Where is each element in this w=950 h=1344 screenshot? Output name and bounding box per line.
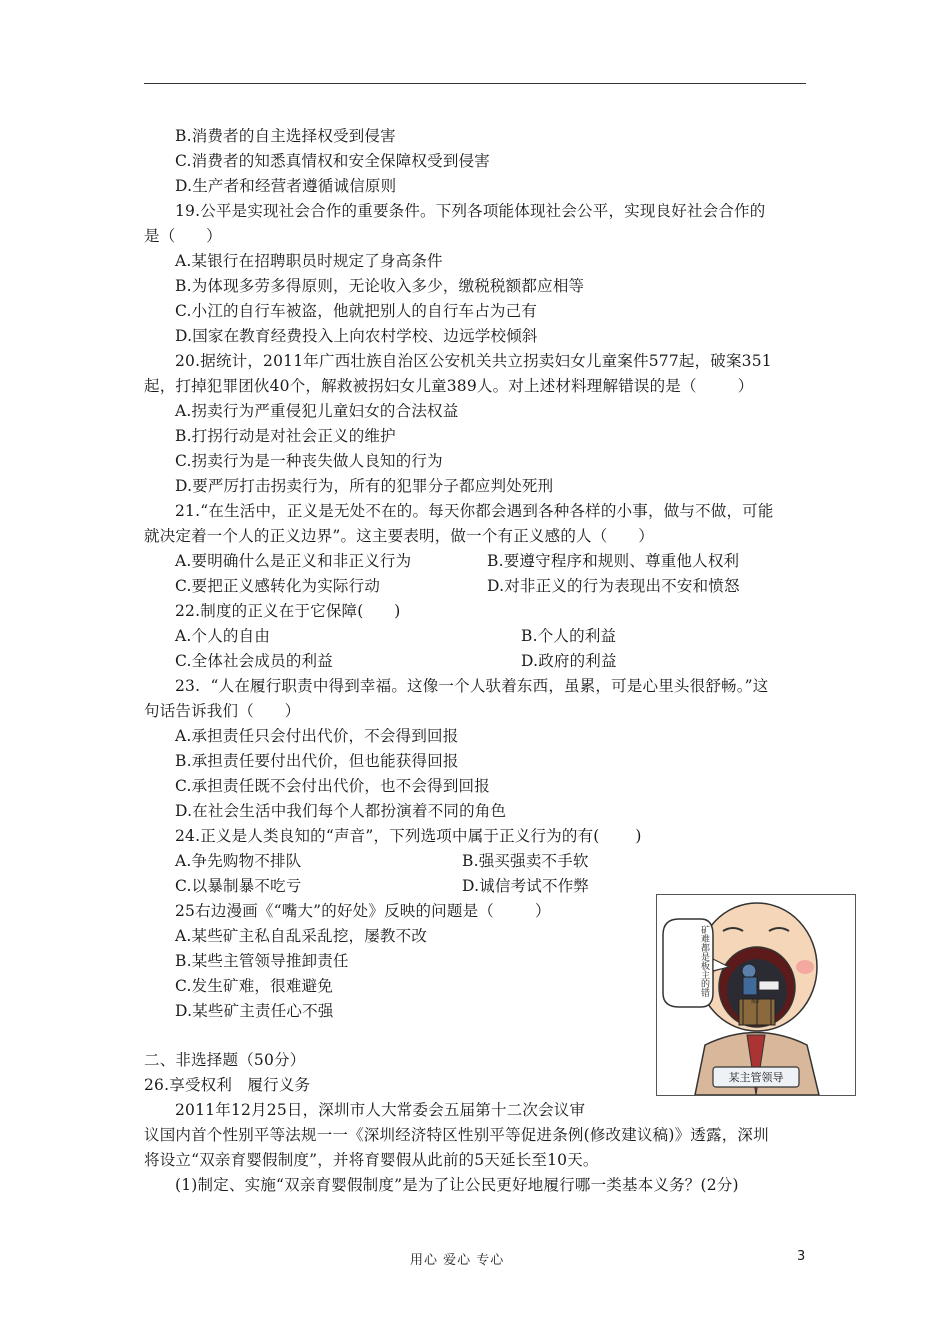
option-line: A.承担责任只会付出代价，不会得到回报 xyxy=(175,727,459,745)
option-line: A.某银行在招聘职员时规定了身高条件 xyxy=(175,252,443,270)
question-21: 21.“在生活中，正义是无处不在的。每天你都会遇到各种各样的小事，做与不做，可能 xyxy=(175,502,774,520)
option-line: D.在社会生活中我们每个人都扮演着不同的角色 xyxy=(175,802,507,820)
option-line: C.承担责任既不会付出代价，也不会得到回报 xyxy=(175,777,490,795)
option-line: D.某些矿主责任心不强 xyxy=(175,1002,334,1020)
option-line: C.全体社会成员的利益 xyxy=(175,652,333,670)
option-line: C.消费者的知悉真情权和安全保障权受到侵害 xyxy=(175,152,490,170)
option-line: A.争先购物不排队 xyxy=(175,852,302,870)
option-line: B.打拐行动是对社会正义的维护 xyxy=(175,427,396,445)
option-line: B.强买强卖不手软 xyxy=(462,852,589,870)
option-line: D.诚信考试不作弊 xyxy=(462,877,590,895)
question-23: 23. “人在履行职责中得到幸福。这像一个人驮着东西，虽累，可是心里头很舒畅。”这 xyxy=(175,677,769,695)
option-line: B.承担责任要付出代价，但也能获得回报 xyxy=(175,752,459,770)
question-26-sub1: (1)制定、实施“双亲育婴假制度”是为了让公民更好地履行哪一类基本义务？(2分) xyxy=(175,1176,739,1194)
option-line: D.生产者和经营者遵循诚信原则 xyxy=(175,177,397,195)
option-line: C.发生矿难，很难避免 xyxy=(175,977,333,995)
option-line: C.要把正义感转化为实际行动 xyxy=(175,577,381,595)
option-line: C.小江的自行车被盗，他就把别人的自行车占为己有 xyxy=(175,302,538,320)
option-line: A.要明确什么是正义和非正义行为 xyxy=(175,552,412,570)
section-heading: 二、非选择题（50分） xyxy=(144,1051,306,1069)
page-number: 3 xyxy=(797,1249,806,1264)
question-19: 19.公平是实现社会合作的重要条件。下列各项能体现社会公平，实现良好社会合作的 xyxy=(175,202,766,220)
option-line: A.某些矿主私自乱采乱挖，屡教不改 xyxy=(175,927,428,945)
question-25: 25右边漫画《“嘴大”的好处》反映的问题是（ ） xyxy=(175,902,551,920)
footer-slogan: 用心 爱心 专心 xyxy=(410,1253,505,1268)
option-line: B.某些主管领导推卸责任 xyxy=(175,952,349,970)
option-line: B.为体现多劳多得原则，无论收入多少，缴税税额都应相等 xyxy=(175,277,585,295)
option-line: C.拐卖行为是一种丧失做人良知的行为 xyxy=(175,452,443,470)
question-23-cont: 句话告诉我们（ ） xyxy=(144,702,301,720)
shaft-sign-text: 煤矿 xyxy=(750,999,762,1005)
option-line: A.拐卖行为严重侵犯儿童妇女的合法权益 xyxy=(175,402,459,420)
speech-bubble-text: 矿难都是板主的错 xyxy=(699,925,709,997)
option-line: D.对非正义的行为表现出不安和愤怒 xyxy=(487,577,740,595)
cartoon-image xyxy=(656,894,856,1096)
question-20-cont: 起，打掉犯罪团伙40个，解救被拐妇女儿童389人。对上述材料理解错误的是（ ） xyxy=(144,377,754,395)
header-rule xyxy=(144,83,806,84)
question-24: 24.正义是人类良知的“声音”，下列选项中属于正义行为的有( ) xyxy=(175,827,642,845)
question-19-cont: 是（ ） xyxy=(144,227,222,245)
cartoon-label: 某主管领导 xyxy=(728,1071,784,1084)
option-line: A.个人的自由 xyxy=(175,627,271,645)
question-21-cont: 就决定着一个人的正义边界”。这主要表明，做一个有正义感的人（ ） xyxy=(144,527,654,545)
question-26-text: 2011年12月25日，深圳市人大常委会五届第十二次会议审 xyxy=(175,1101,586,1119)
question-20: 20.据统计，2011年广西壮族自治区公安机关共立拐卖妇女儿童案件577起，破案351 xyxy=(175,352,772,370)
option-line: B.要遵守程序和规则、尊重他人权利 xyxy=(487,552,740,570)
option-line: D.政府的利益 xyxy=(521,652,617,670)
option-line: B.消费者的自主选择权受到侵害 xyxy=(175,127,396,145)
question-26-title: 26.享受权利 履行义务 xyxy=(144,1076,311,1094)
option-line: D.国家在教育经费投入上向农村学校、边远学校倾斜 xyxy=(175,327,538,345)
question-26-text: 议国内首个性别平等法规一一《深圳经济特区性别平等促进条例(修改建议稿)》透露，深圳 xyxy=(144,1126,769,1144)
option-line: C.以暴制暴不吃亏 xyxy=(175,877,302,895)
question-22: 22.制度的正义在于它保障( ) xyxy=(175,602,401,620)
question-26-text: 将设立“双亲育婴假制度”，并将育婴假从此前的5天延长至10天。 xyxy=(144,1151,599,1169)
option-line: B.个人的利益 xyxy=(521,627,617,645)
option-line: D.要严厉打击拐卖行为，所有的犯罪分子都应判处死刑 xyxy=(175,477,554,495)
